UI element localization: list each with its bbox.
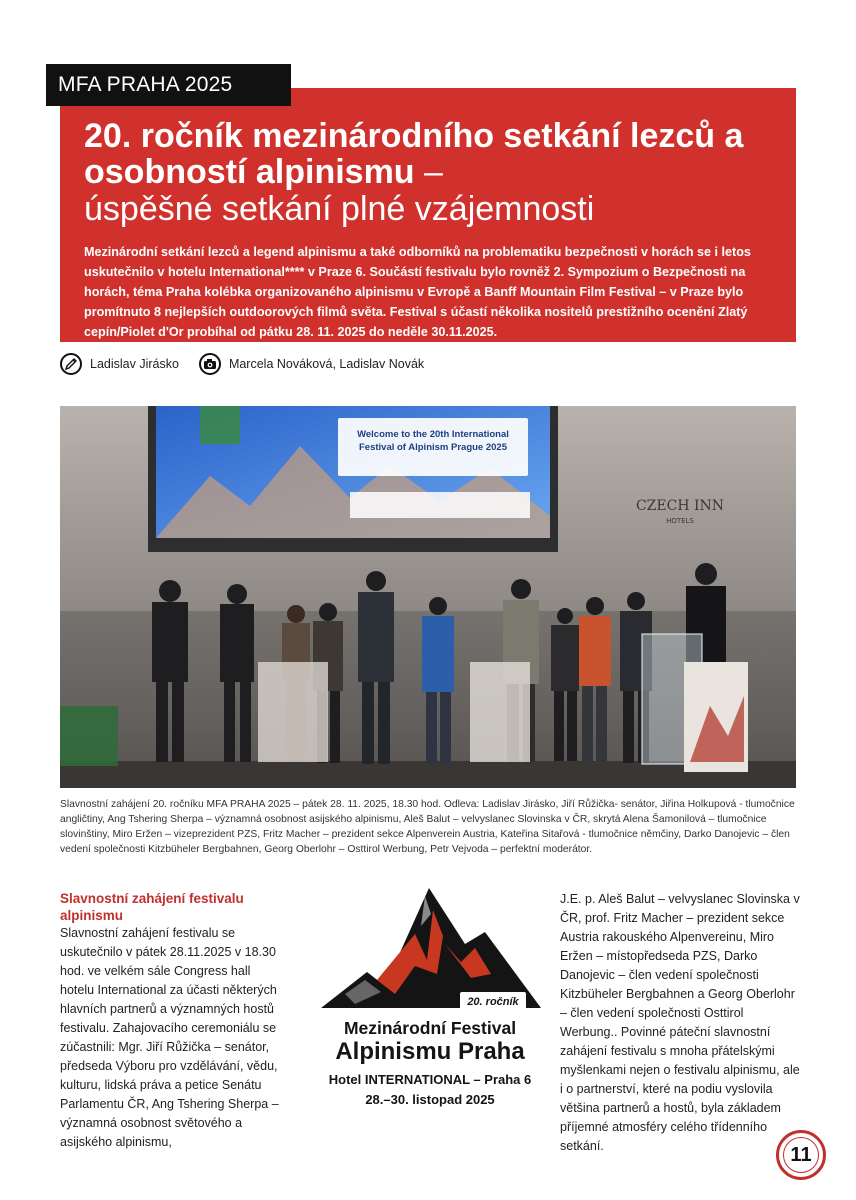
credits [60, 351, 444, 377]
logo-line3: Hotel INTERNATIONAL – Praha 6 [328, 1072, 532, 1087]
logo-line2: Alpinismu Praha [335, 1038, 525, 1065]
author-credit [60, 353, 179, 375]
page-number-text: 11 [790, 1143, 812, 1166]
hotel-sign-line2: HOTELS [666, 517, 694, 525]
pen-icon [60, 353, 82, 375]
photographer-names: Marcela Nováková, Ladislav Novák [228, 357, 425, 371]
screen-welcome-line1: Welcome to the 20th International [357, 429, 509, 440]
page-number [776, 1130, 826, 1180]
logo-line4: 28.–30. listopad 2025 [365, 1092, 495, 1107]
climber-graphic [200, 406, 240, 444]
title-bold: 20. ročník mezinárodního setkání lezců a osobností alpinismu [84, 117, 744, 191]
title-dash: – [414, 153, 443, 191]
section-tag: MFA PRAHA 2025 [46, 64, 291, 106]
photo-caption: Slavnostní zahájení 20. ročníku MFA PRAHA 2025 – pátek 28. 11. 2025, 18.30 hod. Odleva: Ladislav Jirásko, Jiří Růžička- senátor, Jiřina Holkupová - tlumočnice angličtiny, Ang Tshering Sherpa – významná osobnost asijského alpinismu, Aleš Balut – velvyslanec Slovinska v ČR, skrytá Alena Šamonilová – tlumočnice slovinštiny, Miro Eržen – vizeprezident PZS, Fritz Macher – prezident sekce Alpenverein Austria, Kateřina Sitařová - tlumočnice němčiny, Darko Danojevic – člen vedení společnosti Kitzbüheler Bergbahnen, Georg Oberlohr – Osttirol Werbung, Petr Vejvoda – perfektní moderátor. [60, 799, 795, 855]
author-name: Ladislav Jirásko [90, 357, 179, 371]
body-column-right [560, 890, 800, 1156]
article-header [60, 88, 796, 342]
article-lead: Mezinárodní setkání lezců a legend alpinismu a také odborníků na problematiku bezpečnosti v horách se i letos uskutečnilo v hotelu International**** v Praze 6. Součástí festivalu bylo rovněž 2. Sympozium o Bezpečnosti na horách, téma Praha kolébka organizovaného alpinismu v Evropě a Banff Mountain Film Festival – v Praze bylo promítnuto 8 nejlepších outdoorových filmů světa. Festival s účastí několika nositelů prestižního ocenění Zlatý cepín/Piolet d'Or probíhal od pátku 28. 11. 2025 do neděle 30.11.2025. [84, 245, 751, 339]
body-column-left [60, 890, 285, 1152]
camera-icon [199, 353, 221, 375]
logo-line1: Mezinárodní Festival [343, 1018, 517, 1038]
hotel-sign-line1: CZECH INN [635, 498, 725, 514]
article-title [84, 118, 772, 228]
body-text-right: J.E. p. Aleš Balut – velvyslanec Slovinska v ČR, prof. Fritz Macher – prezident sekce Austria rakouského Alpenvereinu, Miro Eržen – místopředseda PZS, Darko Danojevic – člen vedení společnosti Kitzbüheler Bergbahnen a Georg Oberlohr – člen vedení společnosti Osttirol Werbung.. Povinné páteční slavnostní zahájení festivalu s mnoha přátelskými myšlenkami nejen o festivalu alpinismu, ale i o partnerství, které na podiu vyslovila většina partnerů a hostů, byla základem příjemné atmosféry celého třídenního setkání. [560, 892, 800, 1153]
festival-logo [315, 874, 545, 1124]
event-photo [60, 406, 796, 788]
article-subtitle: úspěšné setkání plné vzájemnosti [84, 190, 595, 228]
section-heading: Slavnostní zahájení festivalu alpinismu [60, 891, 244, 923]
screen-welcome-line2: Festival of Alpinism Prague 2025 [358, 442, 508, 453]
body-text-left: Slavnostní zahájení festivalu se uskutečnilo v pátek 28.11.2025 v 18.30 hod. ve velkém sále Congress hall hotelu International za účasti některých hlavních partnerů a významných hostů festivalu. Zahajovacího ceremoniálu se zúčastnili: Mgr. Jiří Růžička – senátor, předseda Výboru pro vzdělávání, vědu, kulturu, lidská práva a petice Senátu Parlamentu ČR, Ang Tshering Sherpa – významná osobnost světového a asijského alpinismu, [60, 926, 279, 1149]
photo-credit [199, 353, 424, 375]
logo-badge: 20. ročník [467, 996, 519, 1008]
